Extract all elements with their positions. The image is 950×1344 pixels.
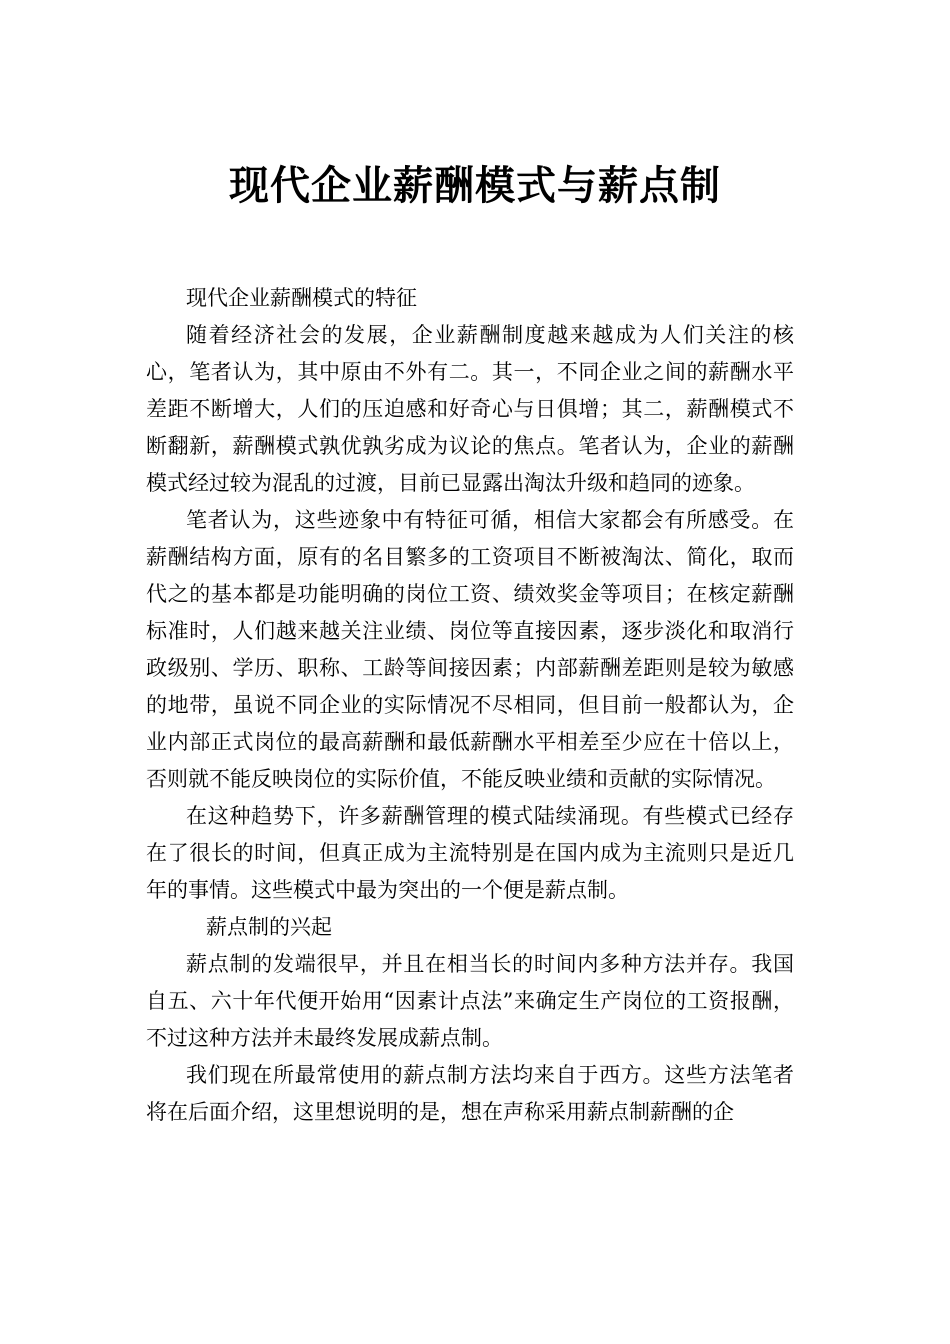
document-body bbox=[146, 280, 794, 1131]
section-heading-features: 现代企业薪酬模式的特征 bbox=[186, 286, 417, 310]
paragraph: 薪点制的发端很早，并且在相当长的时间内多种方法并存。我国自五、六十年代便开始用“因素计点法”来确定生产岗位的工资报酬，不过这种方法并未最终发展成薪点制。 bbox=[146, 952, 794, 1050]
paragraph: 我们现在所最常使用的薪点制方法均来自于西方。这些方法笔者将在后面介绍，这里想说明的是，想在声称采用薪点制薪酬的企 bbox=[146, 1063, 794, 1124]
paragraph: 随着经济社会的发展，企业薪酬制度越来越成为人们关注的核心，笔者认为，其中原由不外有二。其一，不同企业之间的薪酬水平差距不断增大，人们的压迫感和好奇心与日俱增；其二，薪酬模式不断翻新，薪酬模式孰优孰劣成为议论的焦点。笔者认为，企业的薪酬模式经过较为混乱的过渡，目前已显露出淘汰升级和趋同的迹象。 bbox=[146, 323, 794, 495]
paragraph: 在这种趋势下，许多薪酬管理的模式陆续涌现。有些模式已经存在了很长的时间，但真正成为主流特别是在国内成为主流则只是近几年的事情。这些模式中最为突出的一个便是薪点制。 bbox=[146, 804, 794, 902]
section-heading-rise: 薪点制的兴起 bbox=[206, 915, 332, 939]
document-title: 现代企业薪酬模式与薪点制 bbox=[229, 163, 721, 209]
paragraph: 笔者认为，这些迹象中有特征可循，相信大家都会有所感受。在薪酬结构方面，原有的名目繁多的工资项目不断被淘汰、简化，取而代之的基本都是功能明确的岗位工资、绩效奖金等项目；在核定薪酬标准时，人们越来越关注业绩、岗位等直接因素，逐步淡化和取消行政级别、学历、职称、工龄等间接因素；内部薪酬差距则是较为敏感的地带，虽说不同企业的实际情况不尽相同，但目前一般都认为，企业内部正式岗位的最高薪酬和最低薪酬水平相差至少应在十倍以上，否则就不能反映岗位的实际价值，不能反映业绩和贡献的实际情况。 bbox=[146, 508, 794, 791]
